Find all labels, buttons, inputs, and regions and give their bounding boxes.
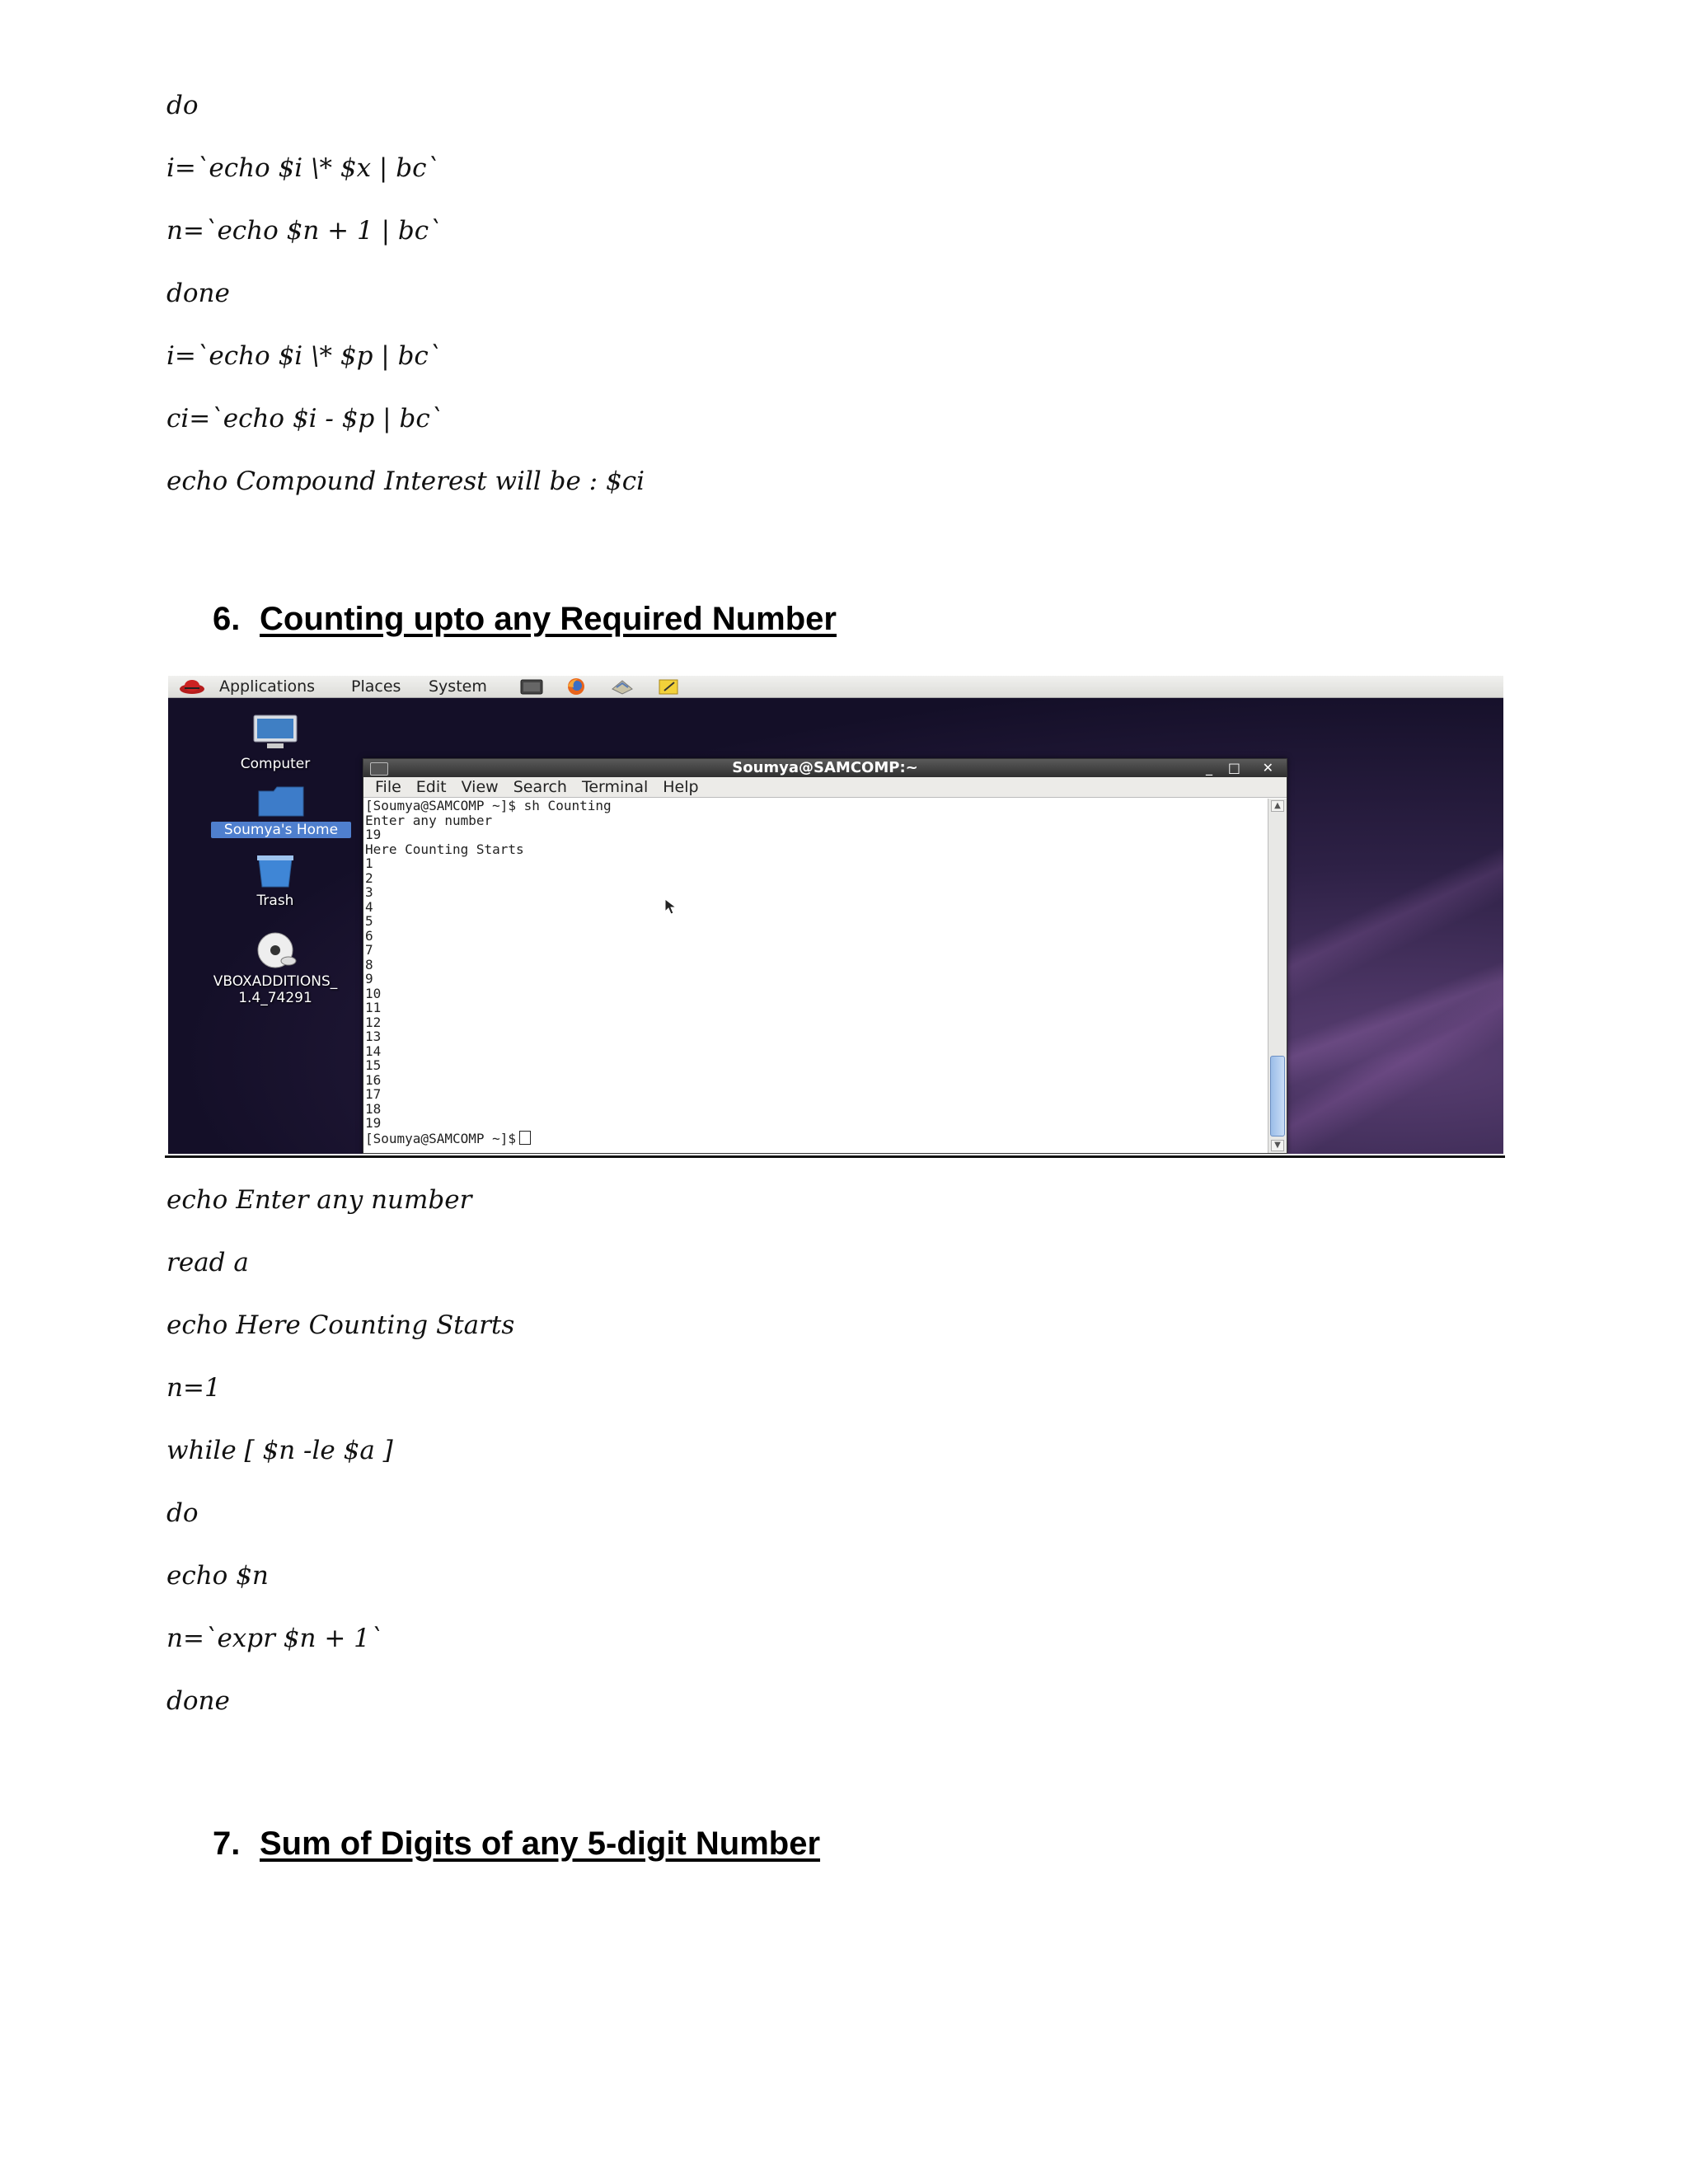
menu-search[interactable]: Search (513, 778, 567, 796)
places-menu[interactable]: Places (351, 677, 401, 696)
terminal-line: 6 (365, 927, 373, 944)
minimize-icon[interactable]: _ (1206, 760, 1212, 776)
terminal-line: Enter any number (365, 812, 493, 828)
code-line: ci=`echo $i - $p | bc` (166, 404, 443, 434)
applications-menu[interactable]: Applications (219, 677, 316, 696)
terminal-line: [Soumya@SAMCOMP ~]$ sh Counting (365, 799, 612, 813)
home-label: Soumya's Home (211, 822, 351, 838)
terminal-line: 17 (365, 1086, 382, 1102)
cd-label-line1: VBOXADDITIONS_ (213, 973, 338, 990)
computer-label: Computer (240, 756, 311, 772)
terminal-line: 4 (365, 898, 373, 915)
trash-desktop-icon[interactable] (226, 852, 325, 909)
screenshot-bottom-rule (165, 1155, 1505, 1158)
section-number: 6. (213, 601, 241, 637)
text-cursor (519, 1131, 531, 1145)
code-line: echo Compound Interest will be : $ci (166, 466, 645, 496)
maximize-icon[interactable]: □ (1227, 760, 1240, 776)
terminal-line: 2 (365, 869, 373, 886)
section-title: Sum of Digits of any 5-digit Number (260, 1825, 821, 1862)
terminal-line: 10 (365, 985, 382, 1001)
section-7-heading (213, 1823, 820, 1864)
terminal-prompt: [Soumya@SAMCOMP ~]$ (365, 1130, 517, 1146)
code-line: echo $n (166, 1561, 269, 1591)
terminal-line: 18 (365, 1100, 382, 1117)
menu-file[interactable]: File (375, 778, 401, 796)
terminal-line: 15 (365, 1057, 382, 1073)
section-title: Counting upto any Required Number (260, 601, 837, 637)
menu-help[interactable]: Help (663, 778, 699, 796)
section-6-heading (213, 598, 837, 640)
section-number: 7. (213, 1825, 241, 1862)
terminal-line: 1 (365, 855, 373, 871)
cd-label-line2: 1.4_74291 (238, 990, 312, 1006)
menu-terminal[interactable]: Terminal (581, 778, 649, 796)
desktop-screenshot (168, 676, 1503, 1154)
code-line: read a (166, 1248, 249, 1277)
trash-label: Trash (256, 893, 294, 909)
terminal-line: Here Counting Starts (365, 841, 524, 857)
code-line: echo Here Counting Starts (166, 1310, 515, 1340)
scroll-up-icon[interactable]: ▲ (1271, 800, 1284, 812)
terminal-prompt-line[interactable] (365, 1131, 1267, 1146)
computer-icon (251, 714, 300, 752)
terminal-line: 19 (365, 827, 382, 842)
code-line: while [ $n -le $a ] (166, 1436, 393, 1465)
trash-icon (252, 852, 298, 888)
menu-view[interactable]: View (461, 778, 499, 796)
notes-icon[interactable] (656, 677, 681, 696)
terminal-output[interactable] (365, 799, 1267, 1153)
terminal-line: 13 (365, 1029, 382, 1044)
cd-icon (251, 931, 300, 969)
terminal-window-icon (370, 762, 388, 776)
scrollbar-thumb[interactable] (1270, 1056, 1285, 1137)
computer-desktop-icon[interactable] (226, 714, 325, 772)
home-desktop-icon[interactable] (211, 785, 351, 838)
code-line: n=`expr $n + 1` (166, 1624, 383, 1653)
mouse-pointer-icon (663, 898, 678, 916)
terminal-line: 9 (365, 971, 373, 987)
code-line: done (166, 1686, 230, 1716)
code-line: i=`echo $i \* $p | bc` (166, 341, 442, 371)
menu-edit[interactable]: Edit (415, 778, 447, 796)
terminal-line: 11 (365, 1000, 382, 1015)
terminal-window[interactable] (363, 758, 1287, 1154)
code-line: n=`echo $n + 1 | bc` (166, 216, 442, 246)
system-menu[interactable]: System (429, 677, 487, 696)
cd-desktop-icon[interactable] (193, 931, 358, 1006)
code-line: done (166, 279, 230, 308)
terminal-title: Soumya@SAMCOMP:~ (732, 759, 918, 776)
home-folder-icon (256, 785, 307, 818)
terminal-line: 8 (365, 956, 373, 972)
terminal-titlebar[interactable] (363, 759, 1287, 777)
terminal-line: 7 (365, 942, 373, 958)
redhat-logo-icon (178, 678, 206, 695)
code-line: echo Enter any number (166, 1185, 472, 1215)
code-line: n=1 (166, 1373, 221, 1403)
code-line: do (166, 91, 199, 120)
terminal-line: 14 (365, 1043, 382, 1059)
terminal-line: 3 (365, 884, 373, 900)
code-line: i=`echo $i \* $x | bc` (166, 153, 439, 183)
scroll-down-icon[interactable]: ▼ (1271, 1140, 1284, 1151)
terminal-line: 19 (365, 1115, 382, 1131)
terminal-menubar (363, 777, 1287, 798)
firefox-icon[interactable] (564, 677, 588, 696)
mail-icon[interactable] (610, 677, 635, 696)
terminal-line: 16 (365, 1071, 382, 1088)
close-icon[interactable]: ✕ (1262, 760, 1273, 776)
terminal-launcher-icon[interactable] (519, 677, 544, 696)
terminal-line: 12 (365, 1014, 382, 1030)
terminal-scrollbar[interactable] (1268, 799, 1287, 1153)
top-panel (168, 676, 1503, 698)
code-line: do (166, 1498, 199, 1528)
terminal-line: 5 (365, 913, 373, 929)
